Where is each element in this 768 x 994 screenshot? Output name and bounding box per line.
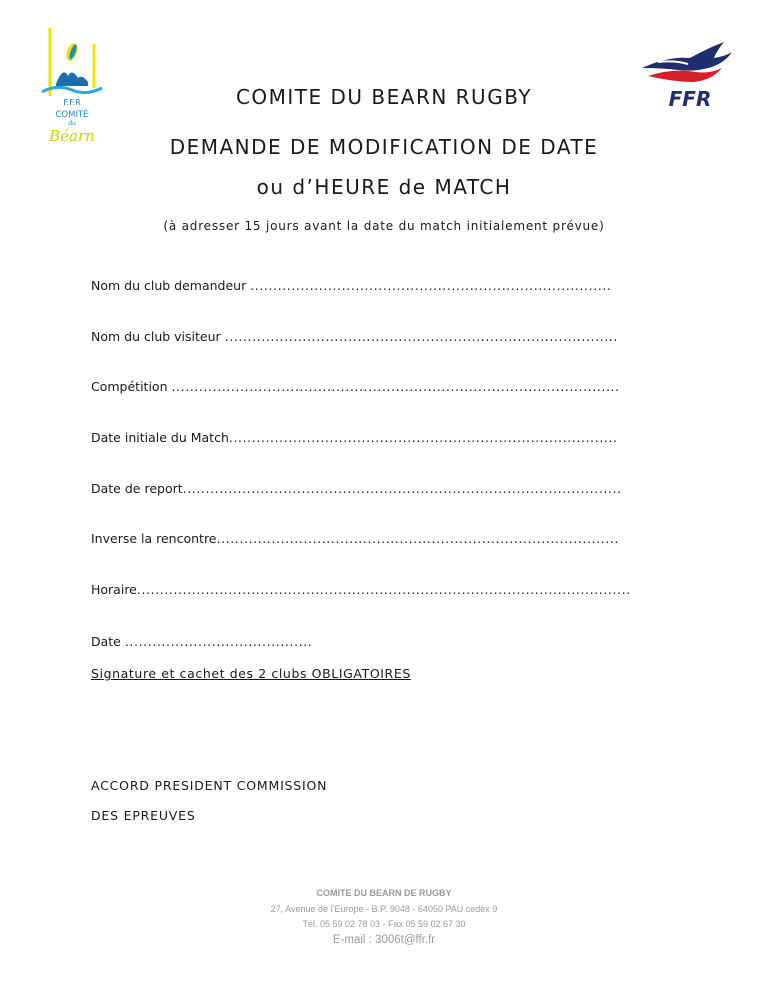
field-dots: ...................................................................................... (224, 329, 618, 344)
footer-org: COMITE DU BEARN DE RUGBY (316, 888, 452, 898)
request-subtitle: ou d’HEURE de MATCH (256, 175, 512, 199)
field-club-demandeur[interactable] (91, 276, 633, 296)
instruction-note: (à adresser 15 jours avant la date du match initialement prévue) (163, 219, 605, 233)
field-competition[interactable] (91, 377, 633, 397)
logo-text-ffr: F.F.R (63, 98, 81, 107)
footer-address: 27, Avenue de l’Europe - B.P. 9048 - 64050 PAU cedex 9 (270, 904, 498, 914)
field-club-visiteur[interactable] (91, 327, 633, 347)
field-label: Date (91, 634, 125, 649)
field-label: Nom du club demandeur (91, 278, 251, 293)
field-label: Nom du club visiteur (91, 329, 225, 344)
field-label: Date de report (91, 481, 183, 496)
field-date[interactable] (91, 632, 391, 652)
field-dots: ............................................................................................................ (136, 582, 631, 597)
page-title: COMITE DU BEARN RUGBY (235, 85, 533, 109)
footer-phone: Tél. 05 59 02 78 03 - Fax 05 59 02 67 30 (302, 919, 466, 929)
field-dots: ............................................................................... (250, 278, 612, 293)
field-dots: ......................................... (124, 634, 313, 649)
field-inverse-rencontre[interactable] (91, 529, 633, 549)
logo-text-du: du (68, 120, 76, 127)
field-horaire[interactable] (91, 580, 633, 600)
logo-text-comite: COMITÉ (55, 110, 89, 120)
field-date-initiale[interactable] (91, 428, 633, 448)
field-dots: ................................................................................................ (182, 481, 622, 496)
field-dots: .................................................................................................. (171, 379, 620, 394)
field-label: Date initiale du Match (91, 430, 229, 445)
field-label: Inverse la rencontre (91, 531, 217, 546)
logo-text-bearn: Béarn (49, 127, 95, 145)
accord-line-1: ACCORD PRESIDENT COMMISSION (91, 778, 328, 793)
ffr-logo-text: FFR (668, 87, 712, 110)
field-dots: ..................................................................................... (228, 430, 618, 445)
field-dots: ........................................................................................ (216, 531, 619, 546)
footer-email[interactable]: E-mail : 3006t@ffr.fr (332, 934, 436, 946)
signature-requirement: Signature et cachet des 2 clubs OBLIGATOIRES (91, 666, 411, 681)
field-date-report[interactable] (91, 479, 633, 499)
field-label: Compétition (91, 379, 172, 394)
request-title: DEMANDE DE MODIFICATION DE DATE (169, 135, 599, 159)
field-label: Horaire (91, 582, 137, 597)
accord-line-2: DES EPREUVES (91, 808, 196, 823)
